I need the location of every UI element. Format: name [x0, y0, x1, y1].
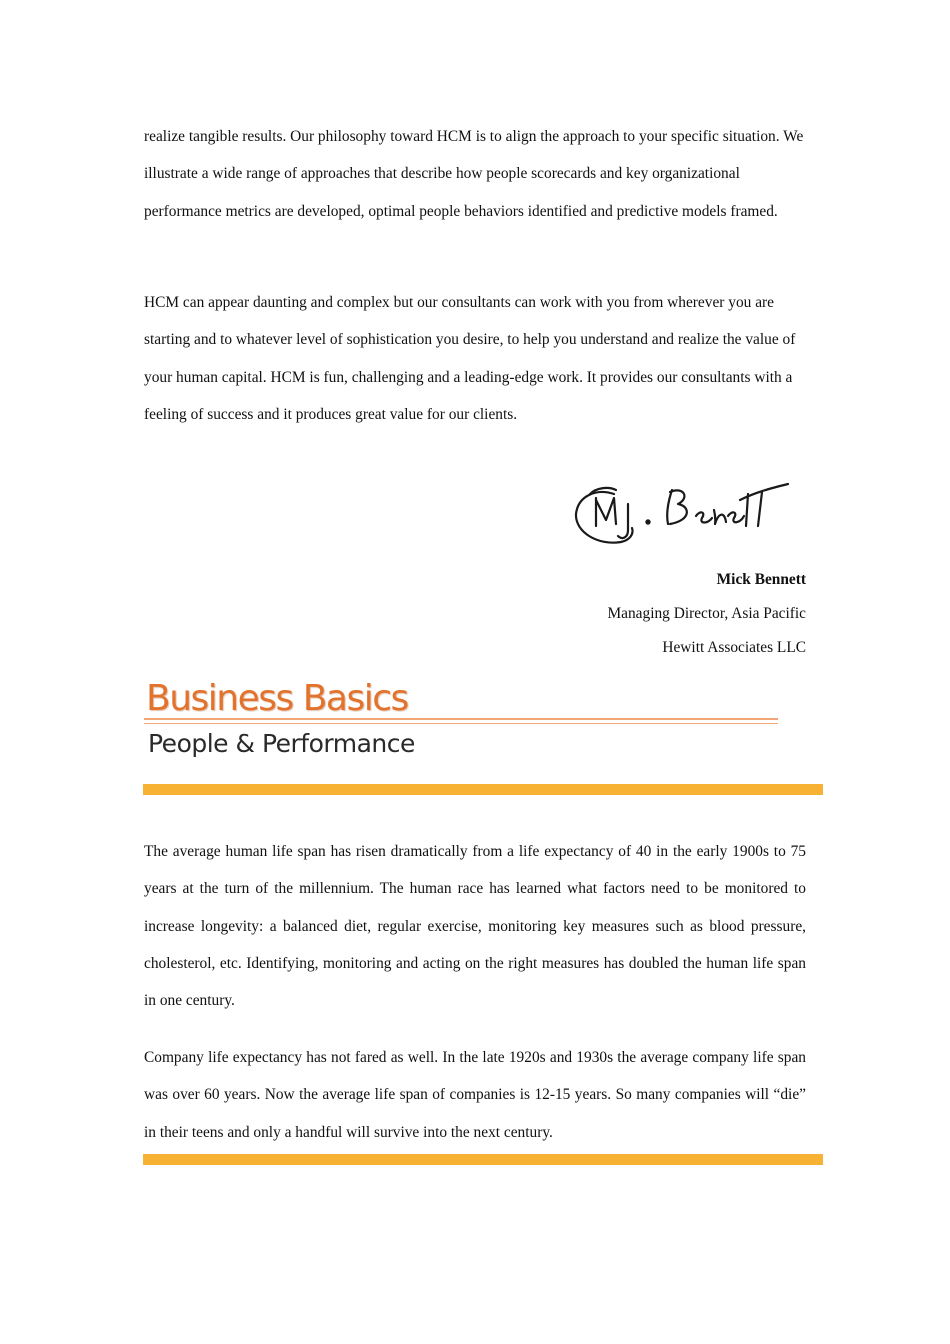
handwritten-signature [566, 474, 794, 554]
section-divider-bottom [143, 1154, 823, 1165]
signatory-name: Mick Bennett [716, 571, 806, 588]
brand-subtitle: People & Performance [148, 729, 415, 758]
brand-rule-top [144, 718, 778, 720]
signatory-title: Managing Director, Asia Pacific [607, 605, 806, 622]
section-divider-top [143, 784, 823, 795]
brand-rule-bottom [144, 723, 778, 724]
brand-title: Business Basics [146, 678, 408, 719]
article-paragraph-2: Company life expectancy has not fared as well. In the late 1920s and 1930s the average company life span was over 60 years. Now the average life span of companies is 12-15 years. So many companies will “die” in their teens and only a handful will survive into the next century. [144, 1049, 806, 1141]
signature-block [607, 563, 806, 665]
signature-image [566, 474, 794, 554]
signatory-company: Hewitt Associates LLC [662, 639, 806, 656]
letter-paragraph-2: HCM can appear daunting and complex but our consultants can work with you from wherever you are starting and to whatever level of sophistication you desire, to help you understand and realize the value of your human capital. HCM is fun, challenging and a leading-edge work. It provides our consultants with a feeling of success and it produces great value for our clients. [144, 294, 796, 423]
letter-paragraph-1: realize tangible results. Our philosophy toward HCM is to align the approach to your specific situation. We illustrate a wide range of approaches that describe how people scorecards and key organizational performance metrics are developed, optimal people behaviors identified and predictive models framed. [144, 128, 804, 220]
business-basics-logo [144, 672, 784, 772]
article-paragraph-1: The average human life span has risen dramatically from a life expectancy of 40 in the early 1900s to 75 years at the turn of the millennium. The human race has learned what factors need to be monitored to increase longevity: a balanced diet, regular exercise, monitoring key measures such as blood pressure, cholesterol, etc. Identifying, monitoring and acting on the right measures has doubled the human life span in one century. [144, 843, 806, 1010]
